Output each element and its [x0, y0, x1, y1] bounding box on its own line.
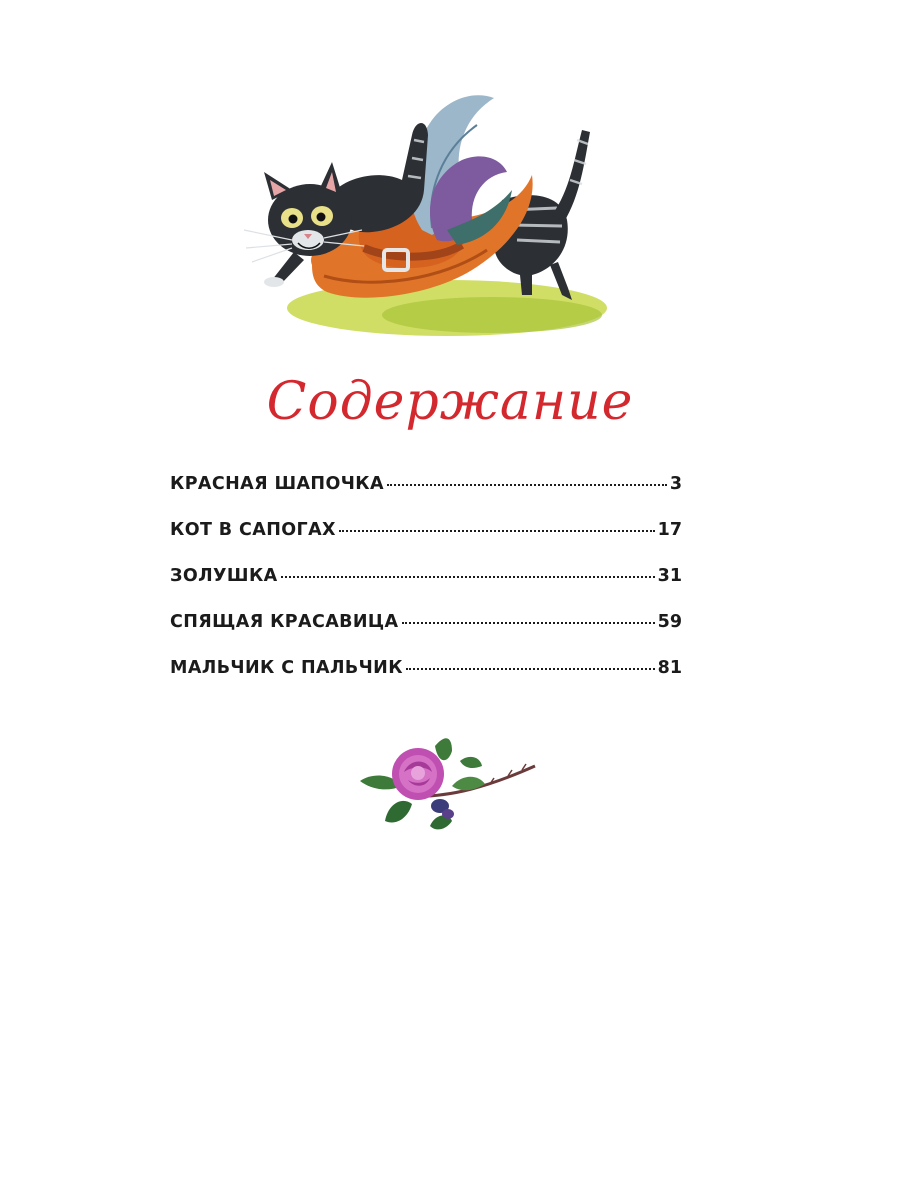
toc-leader-dots — [281, 576, 655, 578]
toc-entry-title: СПЯЩАЯ КРАСАВИЦА — [170, 612, 399, 632]
toc-entry-title: ЗОЛУШКА — [170, 566, 278, 586]
toc-leader-dots — [402, 622, 655, 624]
toc-leader-dots — [387, 484, 667, 486]
toc-entry-page: 3 — [669, 474, 682, 494]
toc-entry[interactable] — [170, 566, 682, 612]
toc-entry[interactable] — [170, 474, 682, 520]
toc-entry-title: КРАСНАЯ ШАПОЧКА — [170, 474, 384, 494]
toc-entry-title: КОТ В САПОГАХ — [170, 520, 336, 540]
toc-entry-page: 59 — [657, 612, 682, 632]
page-title: Содержание — [266, 372, 634, 432]
toc-entry-page: 17 — [657, 520, 682, 540]
rose-branch-illustration — [340, 726, 550, 846]
toc-entry-page: 31 — [657, 566, 682, 586]
toc-entry[interactable] — [170, 612, 682, 658]
toc-leader-dots — [406, 668, 655, 670]
table-of-contents — [170, 474, 682, 704]
kitten-hat-illustration — [232, 80, 622, 350]
toc-leader-dots — [339, 530, 655, 532]
toc-entry[interactable] — [170, 658, 682, 704]
toc-entry-page: 81 — [657, 658, 682, 678]
toc-entry[interactable] — [170, 520, 682, 566]
toc-entry-title: МАЛЬЧИК С ПАЛЬЧИК — [170, 658, 403, 678]
